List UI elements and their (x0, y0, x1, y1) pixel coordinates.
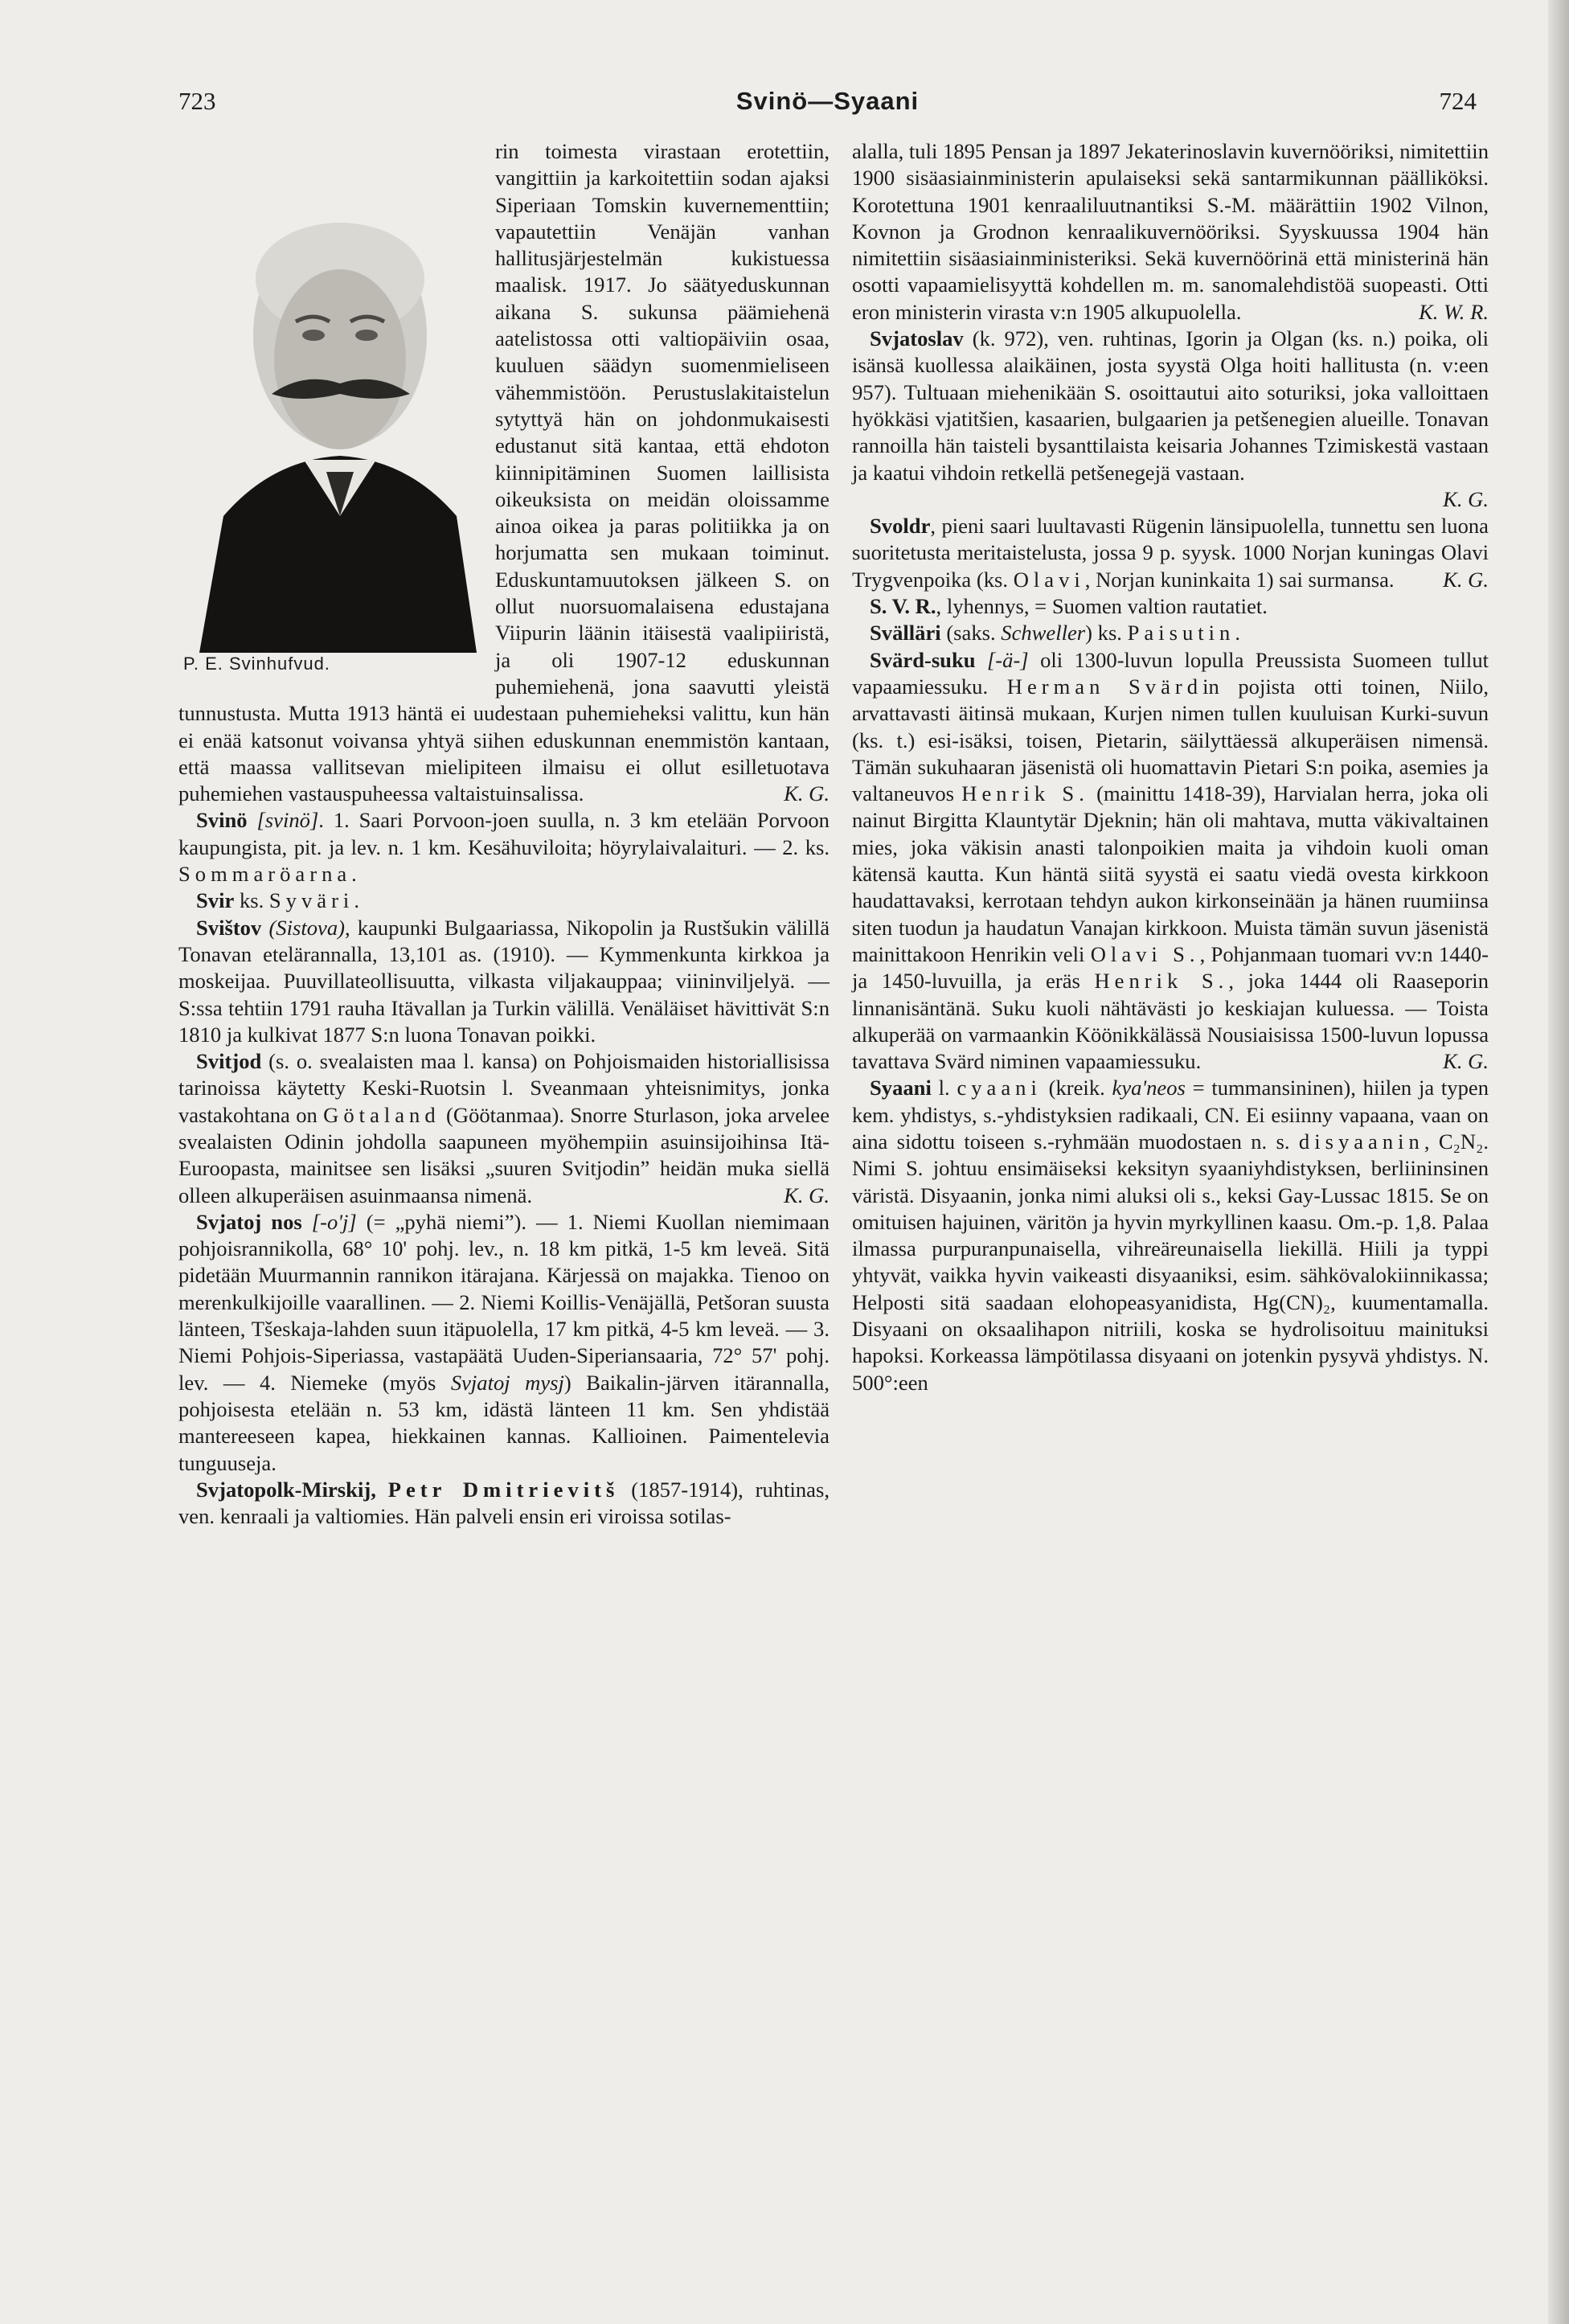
entry-svjatoslav (852, 326, 1489, 486)
article-text: alalla, tuli 1895 Pensan ja 1897 Jekaterinoslavin kuvernööriksi, nimitettiin 1900 sisäasiainministerin apulaiseksi sekä santarmikunnan päälliköksi. Korotettuna 1901 kenraaliluutnantiksi S.-M. määrättiin 1902 Vilnon, Kovnon ja Grodnon kenraalikuvernööriksi. Syyskuussa 1904 hän nimitettiin sisäasiainministeriksi. Sekä kuvernöörinä että ministerinä hän osotti vapaamielisyyttä kohdellen m. m. sanomalehdistöä suopeasti. Otti eron ministerin virasta v:n 1905 alkupuolella. (852, 139, 1489, 324)
alt-name: kya'neos (1112, 1076, 1186, 1101)
entry-headword: Svjatoj nos (196, 1209, 302, 1234)
page-number-right: 724 (1439, 87, 1477, 115)
entry-svjatopolk-mirskij (178, 1477, 830, 1531)
entry-svoldr (852, 513, 1489, 593)
author-signature: K. W. R. (1419, 299, 1489, 324)
entry-headword: Svälläri (870, 621, 941, 646)
entry-text: , lyhennys, = Suomen valtion rautatiet. (936, 594, 1268, 619)
author-signature: K. G. (784, 781, 830, 806)
author-signature: K. G. (1443, 486, 1489, 511)
author-signature: K. G. (784, 1182, 830, 1207)
author-signature: K. G. (1443, 567, 1489, 592)
entry-text: Paimentelevia tunguuseja. (178, 1424, 830, 1475)
entry-svr (852, 593, 1489, 620)
entry-svjatoj-nos (178, 1209, 830, 1477)
portrait-figure (175, 138, 481, 685)
portrait-caption: P. E. Svinhufvud. (183, 653, 330, 674)
entry-text: , C₂N₂. Nimi S. johtuu ensimäiseksi keksityn syaaniyhdistyksen, berliininsinen väristä. Disyaanin, jonka nimi aluksi oli s., keksi Gay-Lussac 1815. Se on omituisen hajuinen, väritön ja hyvin myrkyllinen kaasu. Om.-p. 1,8. Palaa ilmassa purpuranpunaisella, vihreäreunaisella liekillä. Hiili ja typpi yhtyvät, vaikka hyvin vaikeasti disyaaniksi, esim. sähkövalokiinnikassa; Helposti sitä saadaan elohopeasyanidista, Hg(CN)₂, kuumentamalla. Disyaani on oksaalihapon nitriili, koska se hydrolisoituu mainituksi hapoksi. Korkeassa lämpötilassa disyaani on jotenkin pysyvä yhdistys. N. 500°:een (852, 1129, 1489, 1395)
entry-text: , Pohjanmaan tuomari vv:n 1440-ja 1450-luvuilla, ja eräs (852, 941, 1489, 994)
running-title: Svinö—Syaani (735, 87, 920, 115)
alt-name: (Sistova) (268, 915, 345, 940)
entry-headword: Svinö (196, 808, 248, 833)
entry-text: . 1. Saari Porvoon-joen suulla, n. 3 km etelään Porvoon kaupungista, pit. ja lev. n. 1 km. Kesähuviloita; höyrylaivalaituri. — 2. ks. (178, 808, 830, 859)
entry-svino (178, 807, 830, 887)
entry-text: (saks. (946, 621, 996, 646)
cross-reference: disyaanin (1298, 1129, 1424, 1154)
cross-reference: Olavi (1013, 567, 1085, 592)
person-name: Petr Dmitrievitš (387, 1477, 620, 1502)
page-edge (1548, 0, 1569, 2324)
entry-headword: Svištov (196, 915, 262, 940)
cross-reference: Syväri. (268, 888, 364, 913)
cross-reference: cyaani (957, 1076, 1042, 1101)
right-column (852, 138, 1489, 1396)
entry-text: (= „pyhä niemi”). — 1. Niemi Kuollan niemimaan pohjoisrannikolla, 68° 10' pohj. lev., n. 18 km pitkä, 1-5 km leveä. Sitä pidetään Muurmannin rannikon itärajana. Kärjessä on majakka. Tienoo on merenkulkijoille vaarallinen. — 2. Niemi Koillis-Venäjällä, Petšoran suusta länteen, Tšeskaja-lahden suun itäpuolella, 17 km pitkä, 4-5 km leveä. — 3. Niemi Pohjois-Siperiassa, vastapäätä Uuden-Siperiansaaria, 72° 57' pohj. lev. — 4. Niemeke (myös (178, 1209, 830, 1395)
cross-reference: Paisutin. (1127, 621, 1245, 646)
portrait-image (175, 138, 481, 653)
page-number-left: 723 (178, 87, 216, 115)
entry-text: , joka 1444 oli Raaseporin linnanisäntänä. Suku kuoli nähtävästi jo keskiajan kuluessa. — Toista alkuperää on varmaankin Köönikkälässä Nousiaisissa 1500-luvun lopussa tavattava Svärd niminen vapaamiessuku. (852, 969, 1489, 1074)
entry-headword: S. V. R. (870, 594, 936, 619)
entry-svistov (178, 915, 830, 1048)
author-signature: K. G. (1443, 1049, 1489, 1074)
entry-text: (1857-1914), ruhtinas, ven. kenraali ja valtiomies. Hän palveli ensin eri viroissa sotilas- (178, 1477, 830, 1529)
entry-headword: Svoldr (870, 514, 931, 539)
page-header (178, 87, 1477, 127)
entry-text: (s. o. svealaisten maa l. kansa) on Pohjoismaiden historiallisissa tarinoissa käytetty Keski-Ruotsin l. Sveanmaan yhteisnimitys, jonka vastakohtana on (178, 1049, 830, 1127)
entry-text: , pieni saari luultavasti Rügenin länsipuolella, tunnettu sen luona suoritetusta meritaistelusta, jossa 9 p. syysk. 1000 Norjan kuningas Olavi Trygvenpoika (ks. (852, 514, 1489, 592)
pronunciation: [-ä-] (986, 647, 1029, 672)
entry-text: , kaupunki Bulgaariassa, Nikopolin ja Rustšukin välillä Tonavan etelärannalla, 13,101 as. (1910). — Kymmenkunta kirkkoa ja moskeijaa. Puuvillateollisuutta, vilkasta viljakauppaa; viininviljelyä. — S:ssa tehtiin 1791 rauha Itävallan ja Turkin välillä. Venäläiset hävittivät S:n 1810 ja kulkivat 1877 S:n luona Tonavan poikki. (178, 915, 830, 1047)
entry-text: l. (938, 1076, 950, 1101)
entry-svallari (852, 620, 1489, 646)
entry-headword: Svir (196, 888, 235, 913)
entry-syaani (852, 1075, 1489, 1396)
left-column (178, 138, 830, 1530)
entry-text: oli 1300-luvun lopulla Preussista Suomeen tullut vapaamiessuku. (852, 647, 1489, 699)
pronunciation: [-o'j] (311, 1209, 357, 1234)
entry-headword: Svärd-suku (870, 647, 976, 672)
entry-text: (k. 972), ven. ruhtinas, Igorin ja Olgan (ks. n.) poika, oli isänsä kuollessa alaikäinen, josta syystä Olga hoiti hallitusta (n. v:een 957). Tultuaan miehenikään S. osoittautui aito soturiksi, joka valloittaen hyökkäsi vjatitšien, kasaarien, bulgaarien ja petšenegien alueille. Tonavan rannoilla hän taisteli bysanttilaista keisaria Johannes Tzimiskestä vastaan ja kaatui vihdoin retkellä petšenegejä vastaan. (852, 326, 1489, 485)
cross-reference: Sommaröarna. (178, 862, 362, 887)
cross-reference: Götaland (323, 1102, 440, 1127)
alt-name: Schweller (1001, 621, 1086, 646)
entry-svitjod (178, 1048, 830, 1209)
mirskij-continuation (852, 138, 1489, 326)
pronunciation: [svinö] (256, 808, 319, 833)
person-name: Herman Svärd (1006, 674, 1203, 699)
entry-text: (Göötanmaa). Snorre Sturlason, joka arvelee svealaisten Odinin johdolla saapuneen myöhempiin asuinsijoihinsa Itä-Euroopasta, mainitsee sen lisäksi „suuren Svitjodin” heidän muka siellä olleen alkuperäisen asuinmaansa nimenä. (178, 1102, 830, 1207)
entry-text: ) Baikalin-järven itärannalla, pohjoisesta etelään n. 53 km, idästä länteen 11 km. Sen yhdistää mantereeseen kapea, hiekkainen kannas. (178, 1370, 830, 1449)
entry-headword: Svjatopolk-Mirskij, (196, 1477, 376, 1502)
entry-svir (178, 887, 830, 914)
alt-name: Svjatoj mysj (450, 1370, 564, 1395)
person-name: Henrik S. (1094, 969, 1229, 994)
entry-text: (mainittu 1418-39), Harvialan herra, joka oli nainut Birgitta Klauntytär Djeknin; hän oli mahtava, mutta väkivaltainen mies, joka väkisin anasti talonpoikien maita ja vihdoin kuoli oman kätensä kautta. Kun häntä siitä syystä ei saatu viedä ovesta kirkkoon haudattavaksi, kerrotaan tehdyn aukon kirkonseinään ja hänen ruumiinsa siten tuodun ja haudatun Vanajan kirkkoon. Muista tämän suvun jäsenistä mainittakoon Henrikin veli (852, 781, 1489, 966)
person-name: Henrik S. (961, 781, 1089, 806)
entry-headword: Svitjod (196, 1049, 262, 1074)
entry-svard-suku (852, 647, 1489, 1076)
entry-text: ks. (239, 888, 264, 913)
entry-text: = tummansininen), hiilen ja typen kem. yhdistys, s.-yhdistyksien radikaali, CN. Ei esiinny vapaana, vaan on aina sidottu toiseen s.-ryhmään muodostaen n. s. (852, 1076, 1489, 1154)
article-text: rin toimesta virastaan erotettiin, vangittiin ja karkoitettiin sodan ajaksi Siperiaan Tomskin kuvernementtiin; vapautettiin Venäjän vanhan hallitusjärjestelmän kukistuessa maalisk. 1917. Jo säätyeduskunnan aikana S. sukunsa päämiehenä aatelistossa otti valtiopäiviin osaa, kuuluen säädyn suomenmieliseen vähemmistöön. Perustuslakitaistelun sytyttyä hän on johdonmukaisesti edustanut sitä kantaa, että ehdoton kiinnipitäminen Suomen laillisista oikeuksista on meidän oloissamme ainoa oikea ja paras politiikka ja on horjumatta sen mukaan toiminut. Eduskuntamuutoksen jälkeen S. on ollut nuorsuomalaisena edustajana Viipurin läänin itäisestä vaalipiiristä, ja oli 1907-12 eduskunnan puhemiehenä, jona saavutti yleistä tunnustusta. Mutta 1913 häntä ei uudestaan puhemieheksi valittu, kun hän ei enää katsonut voivansa yhtyä siihen eduskunnan enemmistön kantaan, että maassa vallitsevan mielipiteen ilmaisu ei ollut esilletuotava puhemiehen vastauspuheessa valtaistuinsalissa. (178, 139, 830, 806)
entry-headword: Svjatoslav (870, 326, 964, 351)
entry-text: (kreik. (1048, 1076, 1105, 1101)
entry-headword: Syaani (870, 1076, 932, 1101)
person-name: Olavi S. (1090, 941, 1200, 966)
entry-text: in pojista otti toinen, Niilo, arvattavasti äitinsä mukaan, Kurjen nimen tullen kuuluisan Kurki-suvun (ks. t.) esi-isäksi, toisen, Pietarin, säilyttäessä alkuperäisen nimensä. Tämän sukuhaaran jäsenistä oli huomattavin Pietari S:n poika, asemies ja valtaneuvos (852, 674, 1489, 806)
entry-text: ) ks. (1085, 621, 1122, 646)
entry-text: , Norjan kuninkaita 1) sai surmansa. (1084, 567, 1395, 592)
author-signature: Kallioinen. (592, 1424, 688, 1449)
